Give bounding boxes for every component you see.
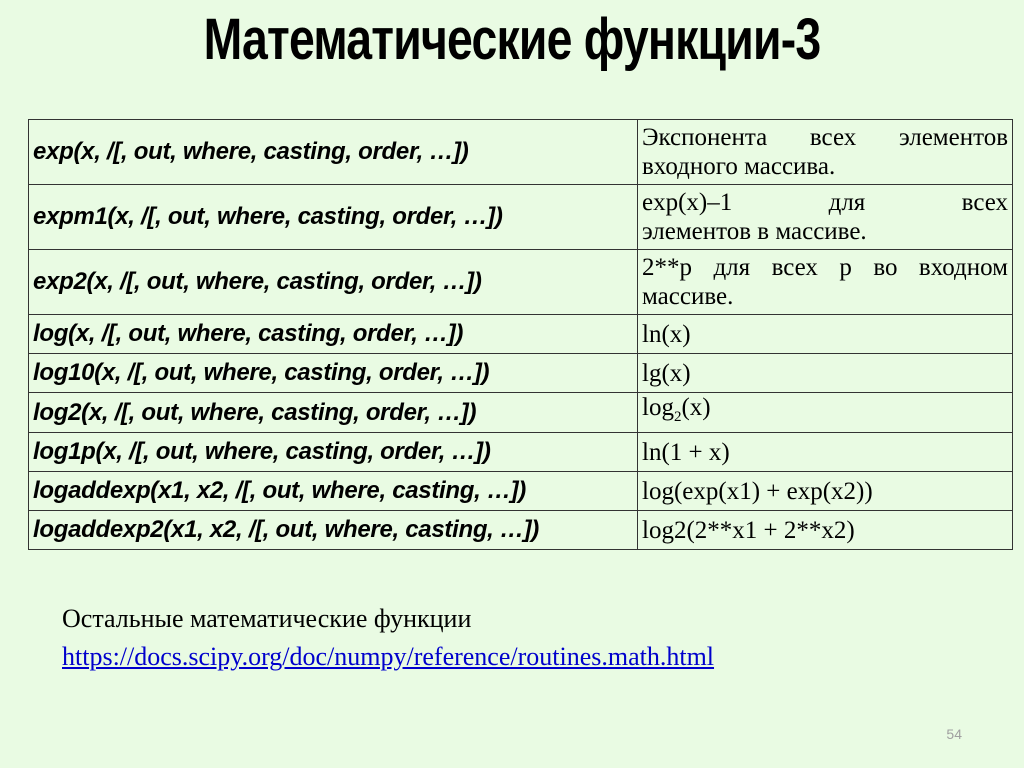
table-row [29,315,1013,354]
table-row [29,511,1013,550]
function-signature: log(x, /[, out, where, casting, order, …]) [29,315,638,354]
function-description [638,393,1013,433]
slide-title: Математические функции-3 [203,7,821,72]
table-row [29,354,1013,393]
description-part: элементов в массиве. [642,218,867,245]
function-signature: log10(x, /[, out, where, casting, order, …]) [29,354,638,393]
footer-text: Остальные математические функции [62,604,472,633]
function-description: lg(x) [638,354,1013,393]
function-signature: logaddexp2(x1, x2, /[, out, where, casting, …]) [29,511,638,550]
table-row [29,185,1013,250]
description-part: (x) [681,394,711,421]
function-description: ln(1 + x) [638,433,1013,472]
table-row [29,120,1013,185]
functions-table [28,119,1013,550]
function-signature: logaddexp(x1, x2, /[, out, where, casting, …]) [29,472,638,511]
function-signature: exp2(x, /[, out, where, casting, order, …]) [29,250,638,315]
function-description: Экспонента всех элементов входного массива. [638,120,1013,185]
table-row [29,250,1013,315]
description-subscript: 2 [673,409,682,425]
function-description: ln(x) [638,315,1013,354]
description-part: exp(x)–1 [642,189,733,216]
description-part: log [642,394,674,421]
description-part: для [828,189,866,216]
function-description: log2(2**x1 + 2**x2) [638,511,1013,550]
table-row [29,433,1013,472]
page-number: 54 [946,726,962,742]
function-description [638,185,1013,250]
function-signature: log2(x, /[, out, where, casting, order, …]) [29,393,638,433]
function-description: log(exp(x1) + exp(x2)) [638,472,1013,511]
function-signature: log1p(x, /[, out, where, casting, order, …]) [29,433,638,472]
description-part: всех [961,189,1008,216]
documentation-link[interactable]: https://docs.scipy.org/doc/numpy/reference/routines.math.html [62,642,715,671]
function-description: 2**p для всех p во входном массиве. [638,250,1013,315]
table-row [29,393,1013,433]
function-signature: exp(x, /[, out, where, casting, order, …]) [29,120,638,185]
function-signature: expm1(x, /[, out, where, casting, order, …]) [29,185,638,250]
table-row [29,472,1013,511]
